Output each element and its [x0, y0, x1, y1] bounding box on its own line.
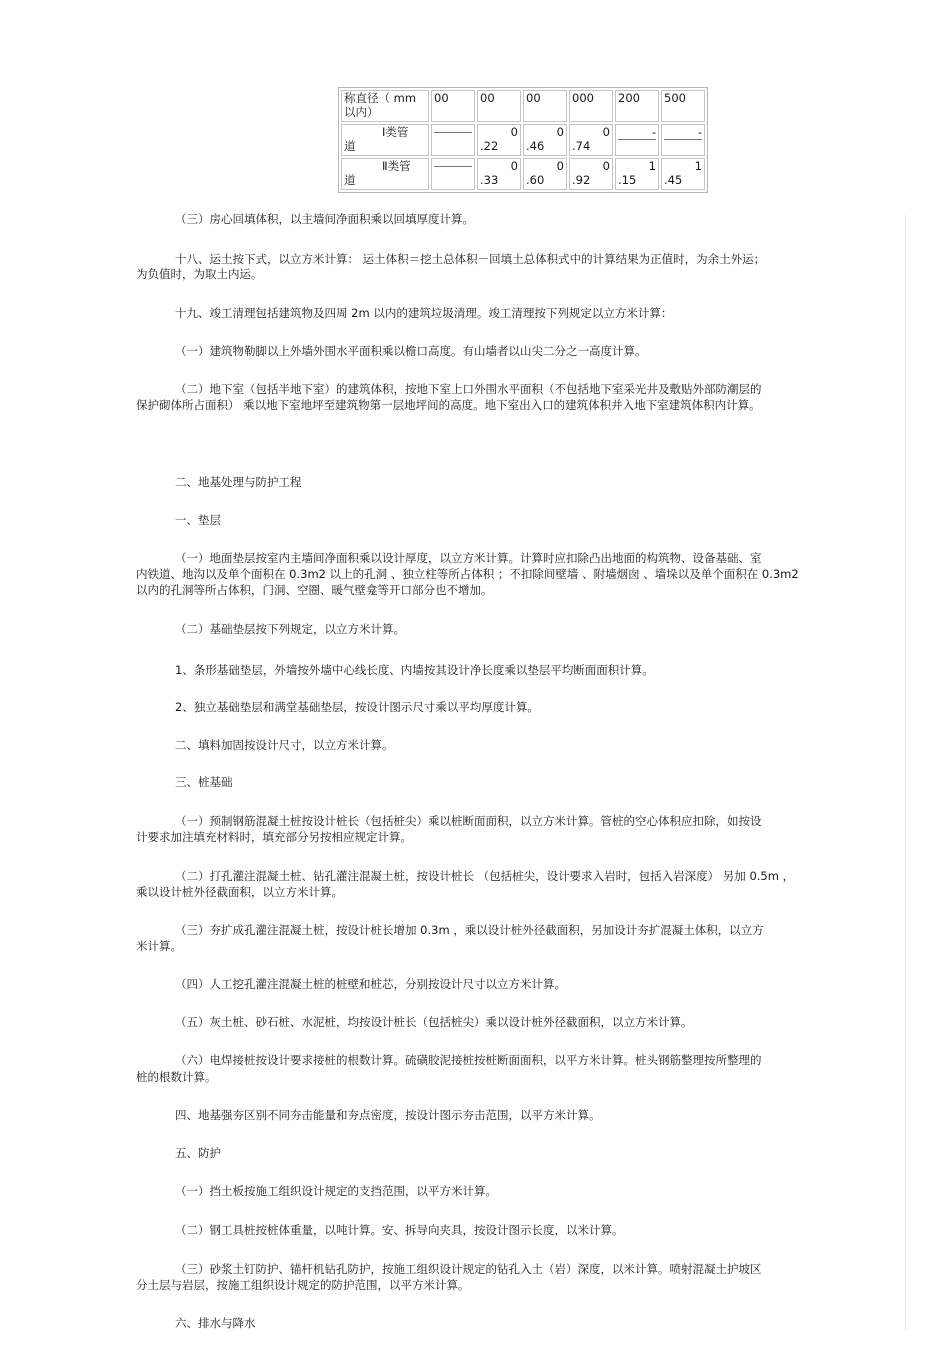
- cell-top: 0: [602, 159, 610, 173]
- paragraph-line: （三）砂浆土钉防护、锚杆机钻孔防护，按施工组织设计规定的钻孔入土（岩）深度，以米计算。喷射混凝土护坡区: [175, 1262, 762, 1276]
- table-cell: [615, 124, 659, 156]
- section-heading: 六、排水与降水: [175, 1316, 256, 1330]
- paragraph-line: （二）地下室（包括半地下室）的建筑体积，按地下室上口外围水平面积（不包括地下室采光井及敷贴外部防潮层的: [175, 382, 762, 396]
- header-cell: 00: [431, 90, 475, 122]
- cell-top: 0: [556, 159, 564, 173]
- cell-dash: [618, 139, 656, 140]
- paragraph-line: （三）夯扩成孔灌注混凝土桩，按设计桩长增加 0.3m ，乘以设计桩外径截面积，另加设计夯扩混凝土体积，以立方: [175, 923, 764, 937]
- header-cell: 500: [661, 90, 705, 122]
- paragraph-line: （二）基础垫层按下列规定，以立方米计算。: [175, 622, 405, 636]
- paragraph-line: 米计算。: [136, 939, 182, 953]
- paragraph-line: 1、条形基础垫层，外墙按外墙中心线长度、内墙按其设计净长度乘以垫层平均断面面积计算。: [175, 663, 654, 677]
- paragraph-line: （五）灰土桩、砂石桩、水泥桩，均按设计桩长（包括桩尖）乘以设计桩外径截面积，以立方米计算。: [175, 1015, 693, 1029]
- table-cell: [523, 124, 567, 156]
- row-label-bottom: 道: [344, 139, 356, 153]
- cell-bottom: .60: [526, 173, 545, 187]
- pipe-coefficient-table: [338, 87, 708, 193]
- table-cell: [477, 158, 521, 190]
- section-heading: 二、填料加固按设计尺寸，以立方米计算。: [175, 738, 394, 752]
- cell-bottom: .22: [480, 139, 499, 153]
- cell-top: 1: [694, 159, 702, 173]
- table-cell: [569, 158, 613, 190]
- paragraph-line: 计要求加注填充材料时，填充部分另按相应规定计算。: [136, 830, 412, 844]
- cell-bottom: .74: [572, 139, 591, 153]
- row-label: [341, 158, 429, 190]
- section-heading: 一、垫层: [175, 513, 221, 527]
- header-cell: 称直径（ mm 以内）: [341, 90, 429, 122]
- paragraph-line: 四、地基强夯区别不同夯击能量和夯点密度，按设计图示夯击范围，以平方米计算。: [175, 1108, 601, 1122]
- cell-dash: [434, 166, 472, 167]
- row-label-top: Ⅰ类管: [382, 125, 409, 139]
- paragraph-line: 为负值时，为取土内运。: [136, 267, 263, 281]
- paragraph-line: 桩的根数计算。: [136, 1070, 217, 1084]
- section-heading: 五、防护: [175, 1146, 221, 1160]
- paragraph-line: 十九、竣工清理包括建筑物及四周 2m 以内的建筑垃圾清理。竣工清理按下列规定以立方米计算：: [175, 306, 673, 320]
- paragraph-line: 分土层与岩层，按施工组织设计规定的防护范围，以平方米计算。: [136, 1278, 470, 1292]
- cell-top: 0: [602, 125, 610, 139]
- cell-bottom: .33: [480, 173, 499, 187]
- paragraph-line: （二）钢工具桩按桩体重量，以吨计算。安、拆导向夹具，按设计图示长度，以米计算。: [175, 1223, 624, 1237]
- paragraph-line: 以内的孔洞等所占体积，门洞、空圈、暖气壁龛等开口部分也不增加。: [136, 583, 493, 597]
- cell-top: -: [651, 125, 656, 139]
- cell-top: 0: [510, 125, 518, 139]
- table-cell: [661, 124, 705, 156]
- paragraph-line: （一）挡土板按施工组织设计规定的支挡范围，以平方米计算。: [175, 1184, 497, 1198]
- paragraph-line: （三）房心回填体积，以主墙间净面积乘以回填厚度计算。: [175, 212, 474, 226]
- table-cell: [615, 158, 659, 190]
- cell-top: 0: [556, 125, 564, 139]
- paragraph-line: （四）人工挖孔灌注混凝土桩的桩壁和桩芯，分别按设计尺寸以立方米计算。: [175, 977, 566, 991]
- table-header-row: [341, 90, 705, 122]
- cell-bottom: .46: [526, 139, 545, 153]
- header-cell: 200: [615, 90, 659, 122]
- section-heading: 二、地基处理与防护工程: [175, 475, 302, 489]
- paragraph-line: 内铁道、地沟以及单个面积在 0.3m2 以上的孔洞 、独立柱等所占体积 ；不扣除间壁墙 、附墙烟囱 、墙垛以及单个面积在 0.3m2: [136, 567, 799, 581]
- table-cell: [569, 124, 613, 156]
- header-cell: 000: [569, 90, 613, 122]
- paragraph-line: （二）打孔灌注混凝土桩、钻孔灌注混凝土桩，按设计桩长 （包括桩尖，设计要求入岩时，包括入岩深度） 另加 0.5m ，: [175, 869, 795, 883]
- paragraph-line: 2、独立基础垫层和满堂基础垫层，按设计图示尺寸乘以平均厚度计算。: [175, 700, 539, 714]
- cell-bottom: .45: [664, 173, 683, 187]
- table-row: [341, 158, 705, 190]
- paragraph-line: （一）建筑物勒脚以上外墙外围水平面积乘以檐口高度。有山墙者以山尖二分之一高度计算。: [175, 344, 647, 358]
- cell-top: 1: [648, 159, 656, 173]
- row-label: [341, 124, 429, 156]
- paragraph-line: （六）电焊接桩按设计要求接桩的根数计算。硫磺胶泥接桩按桩断面面积，以平方米计算。桩头钢筋整理按所整理的: [175, 1053, 762, 1067]
- table-cell: [477, 124, 521, 156]
- row-label-top: Ⅱ类管: [382, 159, 411, 173]
- cell-dash: [434, 132, 472, 133]
- table-cell: [431, 124, 475, 156]
- page-margin-line: [905, 215, 906, 1330]
- cell-bottom: .15: [618, 173, 637, 187]
- paragraph-line: 十八、运土按下式，以立方米计算： 运土体积＝挖土总体积－回填土总体积式中的计算结果为正值时，为余土外运；: [175, 252, 766, 266]
- table-cell: [523, 158, 567, 190]
- cell-top: -: [697, 125, 702, 139]
- table-row: [341, 124, 705, 156]
- cell-dash: [664, 139, 702, 140]
- paragraph-line: （一）地面垫层按室内主墙间净面积乘以设计厚度，以立方米计算。计算时应扣除凸出地面的构筑物、设备基础、室: [175, 551, 762, 565]
- table-cell: [431, 158, 475, 190]
- cell-top: 0: [510, 159, 518, 173]
- table-cell: [661, 158, 705, 190]
- paragraph-line: 乘以设计桩外径截面积，以立方米计算。: [136, 885, 343, 899]
- cell-bottom: .92: [572, 173, 591, 187]
- paragraph-line: （一）预制钢筋混凝土桩按设计桩长（包括桩尖）乘以桩断面面积，以立方米计算。管桩的空心体积应扣除，如按设: [175, 814, 762, 828]
- section-heading: 三、桩基础: [175, 775, 233, 789]
- paragraph-line: 保护砌体所占面积） 乘以地下室地坪至建筑物第一层地坪间的高度。地下室出入口的建筑体积并入地下室建筑体积内计算。: [136, 398, 761, 412]
- header-cell: 00: [523, 90, 567, 122]
- header-cell: 00: [477, 90, 521, 122]
- row-label-bottom: 道: [344, 173, 356, 187]
